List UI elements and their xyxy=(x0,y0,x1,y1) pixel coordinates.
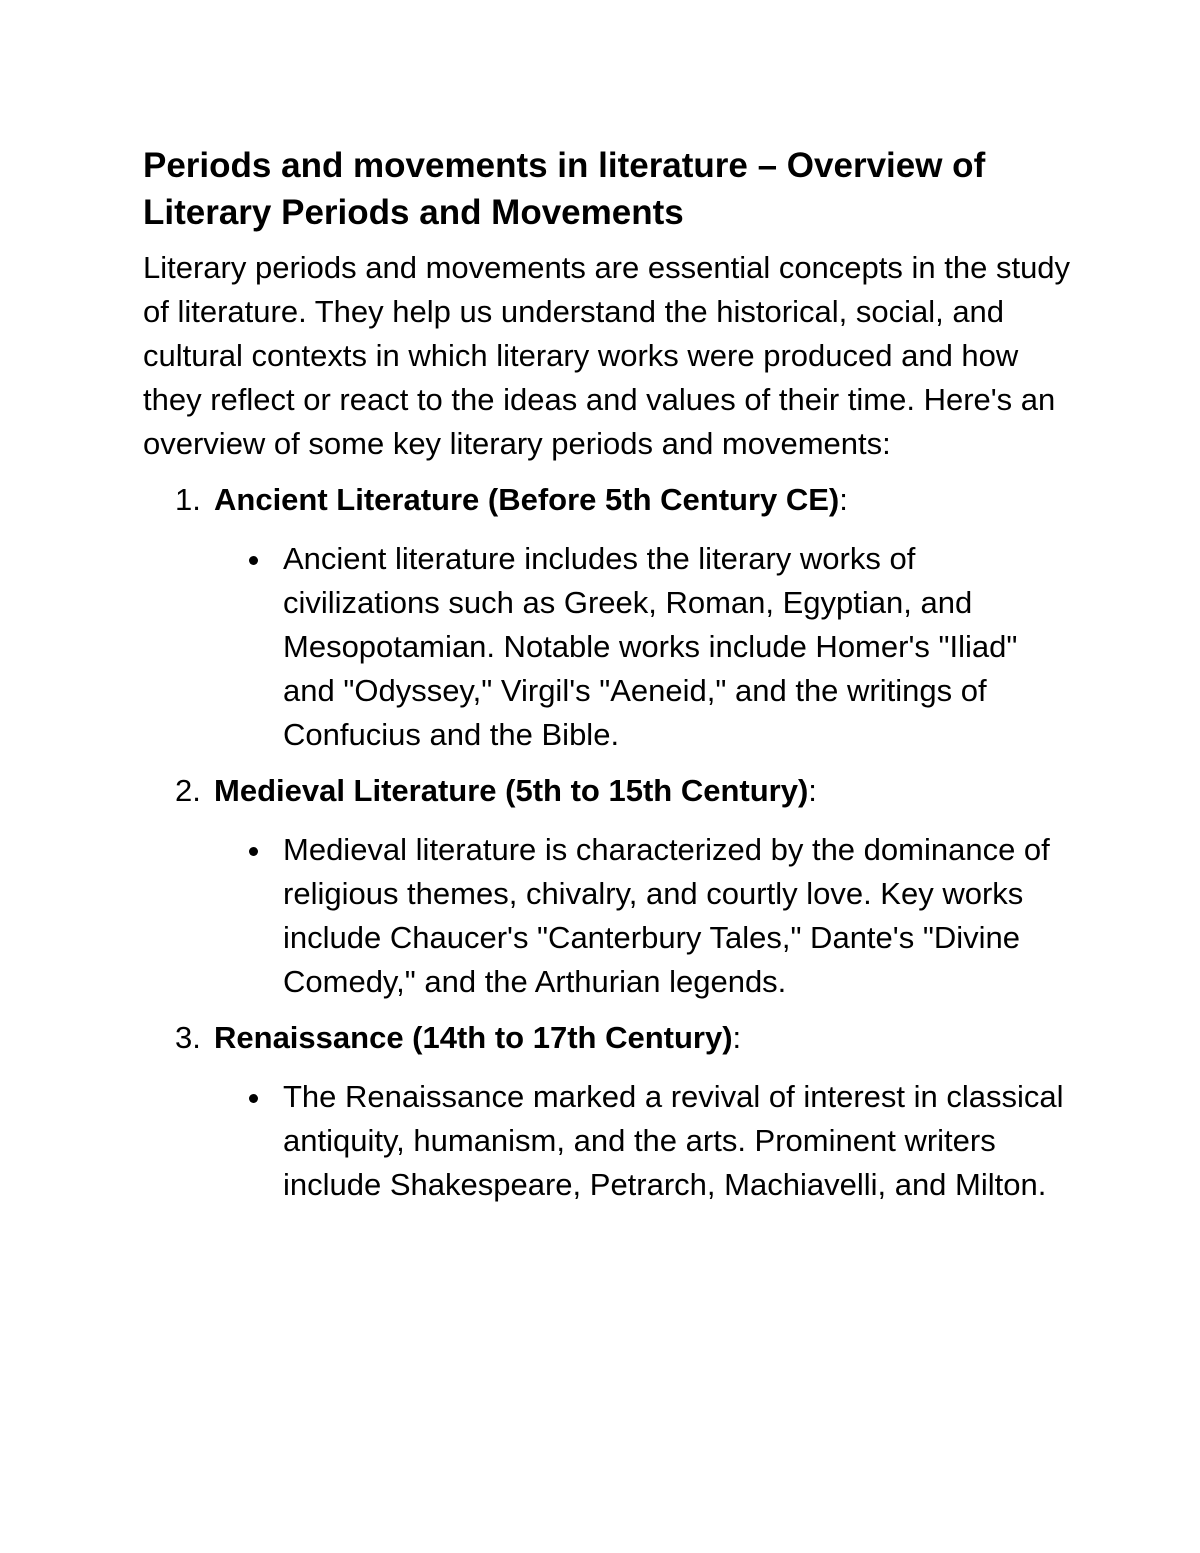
period-number: 3. xyxy=(175,1020,201,1055)
period-bullet-text: Medieval literature is characterized by the dominance of religious themes, chivalry, and courtly love. Key works include Chaucer's "Canterbury Tales," Dante's "Divine Comedy," and the Arthurian legends. xyxy=(283,832,1050,999)
period-bullet xyxy=(143,828,1073,1004)
bullet-dot-icon xyxy=(249,1094,258,1103)
period-bullet-list xyxy=(143,828,1073,1004)
period-bullet-text: The Renaissance marked a revival of interest in classical antiquity, humanism, and the arts. Prominent writers include Shakespeare, Petrarch, Machiavelli, and Milton. xyxy=(283,1079,1064,1202)
period-bullet-list xyxy=(143,1075,1073,1207)
period-bullet xyxy=(143,537,1073,757)
period-item xyxy=(143,769,1073,1004)
period-bullet-text: Ancient literature includes the literary works of civilizations such as Greek, Roman, Egyptian, and Mesopotamian. Notable works include Homer's "Iliad" and "Odyssey," Virgil's "Aeneid," and the writings of Confucius and the Bible. xyxy=(283,541,1018,752)
bullet-dot-icon xyxy=(249,847,258,856)
period-title: Renaissance (14th to 17th Century) xyxy=(214,1020,733,1055)
period-number: 2. xyxy=(175,773,201,808)
period-item xyxy=(143,478,1073,757)
bullet-dot-icon xyxy=(249,556,258,565)
document-content xyxy=(143,142,1073,1207)
periods-list xyxy=(143,478,1073,1207)
period-number: 1. xyxy=(175,482,201,517)
period-item xyxy=(143,1016,1073,1207)
intro-paragraph: Literary periods and movements are essential concepts in the study of literature. They help us understand the historical, social, and cultural contexts in which literary works were produced and how they reflect or react to the ideas and values of their time. Here's an overview of some key literary periods and movements: xyxy=(143,250,1071,461)
period-bullet-list xyxy=(143,537,1073,757)
period-colon: : xyxy=(808,773,817,808)
period-heading xyxy=(143,1016,1073,1060)
document-title: Periods and movements in literature – Overview of Literary Periods and Movements xyxy=(143,146,986,232)
period-heading xyxy=(143,769,1073,813)
period-title: Ancient Literature (Before 5th Century CE) xyxy=(214,482,840,517)
period-title: Medieval Literature (5th to 15th Century) xyxy=(214,773,809,808)
period-colon: : xyxy=(732,1020,742,1055)
period-colon: : xyxy=(839,482,848,517)
period-bullet xyxy=(143,1075,1073,1207)
period-heading xyxy=(143,478,1073,522)
